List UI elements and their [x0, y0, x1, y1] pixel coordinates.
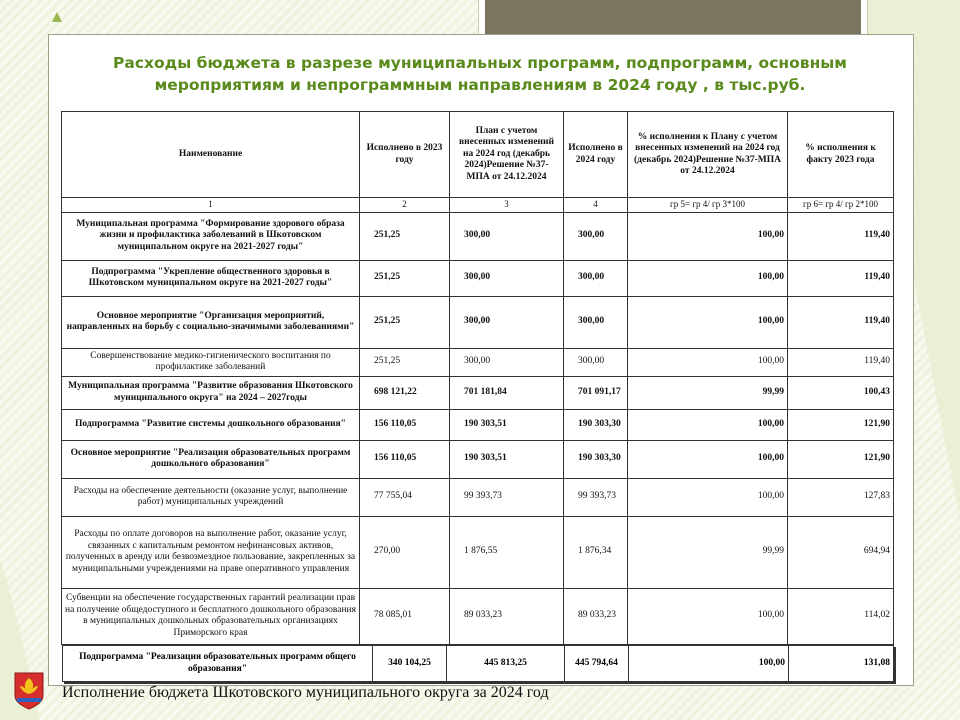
cell-plan-2024: 300,00: [450, 212, 564, 260]
header-pct-fact: % исполнения к факту 2023 года: [788, 112, 894, 198]
table-row: [63, 646, 894, 682]
row-name: Муниципальная программа "Развитие образования Шкотовского муниципального округа" на 2024 – 2027годы: [62, 376, 360, 409]
row-name: Совершенствование медико-гигиенического воспитания по профилактике заболеваний: [62, 348, 360, 376]
header-pct-plan: % исполнения к Плану с учетом внесенных изменений на 2024 год (декабрь 2024)Решение №37-МПА от 24.12.2024: [628, 112, 788, 198]
cell-executed-2023: 156 110,05: [360, 409, 450, 440]
cell-pct-plan: 99,99: [628, 516, 788, 588]
row-name: Расходы по оплате договоров на выполнение работ, оказание услуг, связанных с капитальным ремонтом нефинансовых активов, полученных в аренду или безвозмездное пользование, закрепленных за муниципальными учреждениями на праве оперативного управления: [62, 516, 360, 588]
cell-executed-2023: 251,25: [360, 296, 450, 348]
cell-plan-2024: 190 303,51: [450, 440, 564, 478]
row-name: Подпрограмма "Развитие системы дошкольного образования": [62, 409, 360, 440]
cell-pct-fact: 119,40: [788, 348, 894, 376]
cell-pct-fact: 119,40: [788, 260, 894, 296]
cell-executed-2024: 300,00: [564, 260, 628, 296]
row-name: Основное мероприятие "Организация мероприятий, направленных на борьбу с социально-значимыми заболеваниями": [62, 296, 360, 348]
cell-executed-2023: 77 755,04: [360, 478, 450, 516]
table-row: [62, 376, 894, 409]
column-number: 1: [62, 198, 360, 213]
header-executed-2024: Исполнено в 2024 году: [564, 112, 628, 198]
column-number: гр 6= гр 4/ гр 2*100: [788, 198, 894, 213]
table-row: [62, 409, 894, 440]
budget-table: [61, 111, 894, 645]
cell-pct-plan: 100,00: [629, 646, 789, 682]
cell-executed-2024: 190 303,30: [564, 409, 628, 440]
header-name: Наименование: [62, 112, 360, 198]
cell-executed-2023: 698 121,22: [360, 376, 450, 409]
cell-pct-fact: 119,40: [788, 296, 894, 348]
cell-pct-plan: 100,00: [628, 296, 788, 348]
cell-plan-2024: 701 181,84: [450, 376, 564, 409]
cell-pct-fact: 131,08: [789, 646, 894, 682]
table-row: [62, 588, 894, 644]
cell-pct-fact: 121,90: [788, 440, 894, 478]
cell-executed-2024: 445 794,64: [565, 646, 629, 682]
cell-pct-fact: 119,40: [788, 212, 894, 260]
cell-executed-2023: 270,00: [360, 516, 450, 588]
slide-title: Расходы бюджета в разрезе муниципальных программ, подпрограмм, основным мероприятиям и непрограммным направлениям в 2024 году , в тыс.руб.: [113, 54, 847, 94]
cell-executed-2024: 99 393,73: [564, 478, 628, 516]
table-row: [62, 516, 894, 588]
cell-pct-plan: 100,00: [628, 440, 788, 478]
cell-executed-2024: 300,00: [564, 348, 628, 376]
cell-pct-plan: 100,00: [628, 409, 788, 440]
table-row: [62, 348, 894, 376]
column-number: 3: [450, 198, 564, 213]
cell-executed-2023: 251,25: [360, 260, 450, 296]
slide-footer: Исполнение бюджета Шкотовского муниципального округа за 2024 год: [62, 684, 549, 701]
column-number: 4: [564, 198, 628, 213]
row-name: Подпрограмма "Реализация образовательных программ общего образования": [63, 646, 373, 682]
row-name: Подпрограмма "Укрепление общественного здоровья в Шкотовском муниципальном округе на 2021-2027 годы": [62, 260, 360, 296]
column-number: 2: [360, 198, 450, 213]
cell-executed-2023: 340 104,25: [373, 646, 447, 682]
header-executed-2023: Исполнено в 2023 году: [360, 112, 450, 198]
header-plan-2024: План с учетом внесенных изменений на 2024 год (декабрь 2024)Решение №37-МПА от 24.12.2024: [450, 112, 564, 198]
cell-plan-2024: 445 813,25: [447, 646, 565, 682]
table-header-row: [62, 112, 894, 198]
cell-pct-plan: 99,99: [628, 376, 788, 409]
cell-pct-plan: 100,00: [628, 348, 788, 376]
table-row: [62, 296, 894, 348]
column-number: гр 5= гр 4/ гр 3*100: [628, 198, 788, 213]
cell-executed-2024: 701 091,17: [564, 376, 628, 409]
cell-plan-2024: 190 303,51: [450, 409, 564, 440]
cell-executed-2024: 1 876,34: [564, 516, 628, 588]
coat-of-arms-icon: [14, 672, 44, 710]
cell-plan-2024: 1 876,55: [450, 516, 564, 588]
leaf-bullet-icon: [50, 10, 64, 24]
cell-pct-fact: 694,94: [788, 516, 894, 588]
cell-pct-fact: 100,43: [788, 376, 894, 409]
cell-executed-2024: 300,00: [564, 296, 628, 348]
cell-plan-2024: 300,00: [450, 260, 564, 296]
cell-pct-plan: 100,00: [628, 212, 788, 260]
cell-plan-2024: 300,00: [450, 348, 564, 376]
cell-pct-plan: 100,00: [628, 478, 788, 516]
row-name: Субвенции на обеспечение государственных гарантий реализации прав на получение общедоступного и бесплатного дошкольного образования в муниципальных дошкольных образовательных организациях Приморского края: [62, 588, 360, 644]
cell-pct-plan: 100,00: [628, 260, 788, 296]
table-row: [62, 440, 894, 478]
cell-executed-2023: 251,25: [360, 348, 450, 376]
cell-executed-2023: 251,25: [360, 212, 450, 260]
cell-pct-fact: 114,02: [788, 588, 894, 644]
cell-executed-2024: 300,00: [564, 212, 628, 260]
table-row: [62, 260, 894, 296]
budget-table-last-row: [62, 645, 894, 682]
cell-plan-2024: 300,00: [450, 296, 564, 348]
cell-pct-plan: 100,00: [628, 588, 788, 644]
cell-pct-fact: 121,90: [788, 409, 894, 440]
cell-plan-2024: 99 393,73: [450, 478, 564, 516]
row-name: Расходы на обеспечение деятельности (оказание услуг, выполнение работ) муниципальных учреждений: [62, 478, 360, 516]
cell-executed-2024: 190 303,30: [564, 440, 628, 478]
row-name: Муниципальная программа "Формирование здорового образа жизни и профилактика заболеваний в Шкотовском муниципальном округе на 2021-2027 годы": [62, 212, 360, 260]
table-row: [62, 478, 894, 516]
column-number-row: [62, 198, 894, 213]
cell-plan-2024: 89 033,23: [450, 588, 564, 644]
cell-pct-fact: 127,83: [788, 478, 894, 516]
cell-executed-2024: 89 033,23: [564, 588, 628, 644]
row-name: Основное мероприятие "Реализация образовательных программ дошкольного образования": [62, 440, 360, 478]
cell-executed-2023: 78 085,01: [360, 588, 450, 644]
table-row: [62, 212, 894, 260]
cell-executed-2023: 156 110,05: [360, 440, 450, 478]
